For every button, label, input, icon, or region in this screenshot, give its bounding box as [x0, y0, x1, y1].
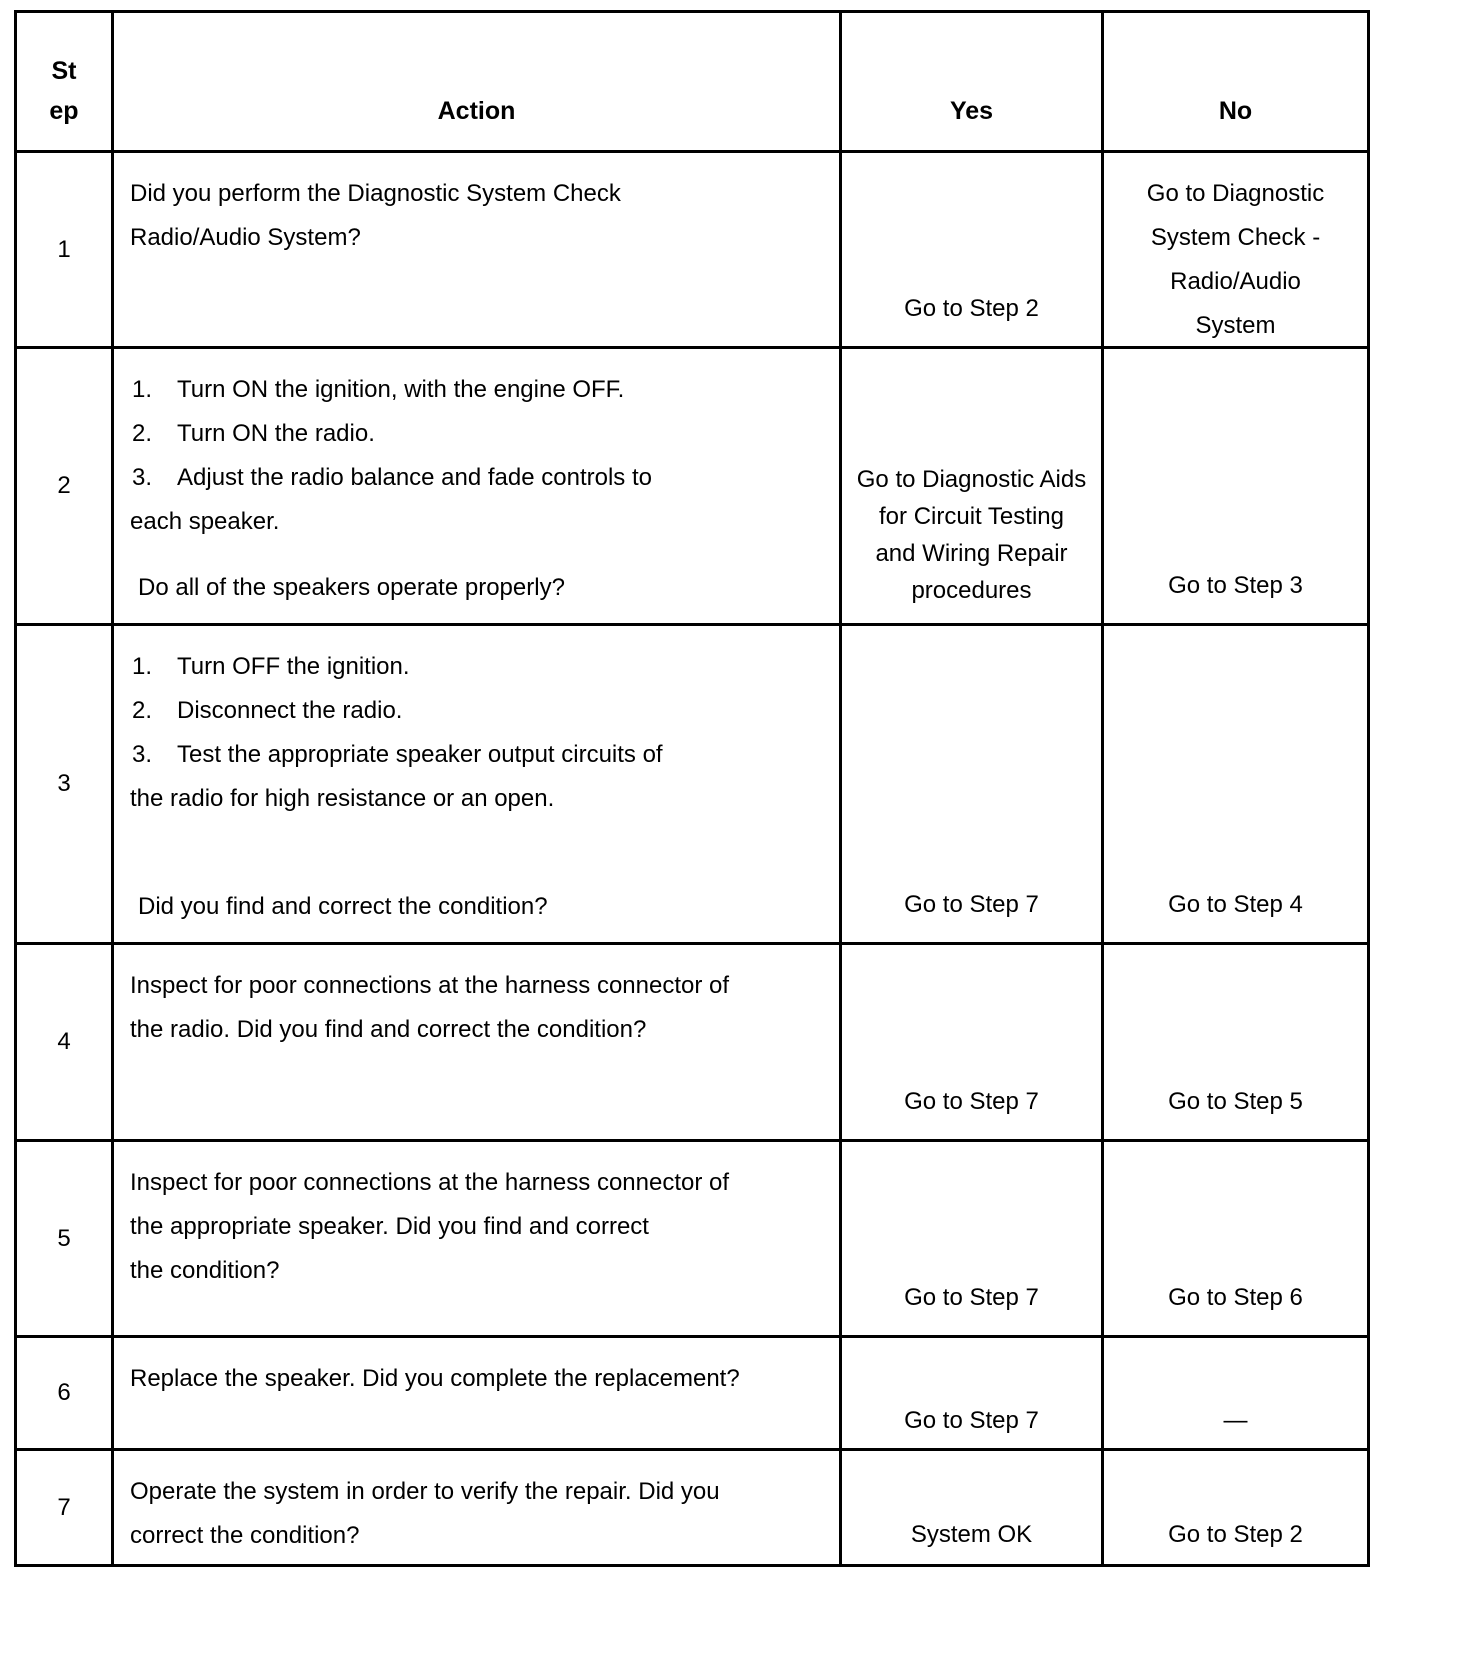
yes-outcome-line: Go to Diagnostic Aids	[856, 465, 1087, 493]
header-yes	[841, 12, 1103, 152]
action-list-item	[130, 645, 825, 689]
item-text: Turn ON the ignition, with the engine OFF.	[177, 375, 625, 403]
yes-outcome: Go to Step 2	[904, 294, 1039, 322]
yes-outcome: System OK	[910, 1520, 1033, 1548]
item-text: Turn OFF the ignition.	[177, 652, 410, 680]
no-outcome: Go to Step 5	[1168, 1087, 1303, 1115]
action-cell	[113, 1450, 841, 1566]
item-number: 1.	[132, 652, 153, 680]
step-number: 7	[57, 1493, 71, 1521]
item-number: 3.	[132, 740, 153, 768]
yes-cell	[841, 152, 1103, 348]
no-outcome: Go to Step 4	[1168, 890, 1303, 918]
item-number: 1.	[132, 375, 153, 403]
item-number: 2.	[132, 696, 153, 724]
yes-cell	[841, 944, 1103, 1141]
step-number: 1	[57, 235, 71, 263]
header-yes-label: Yes	[949, 96, 994, 125]
action-cell	[113, 625, 841, 944]
header-no-label: No	[1218, 96, 1253, 125]
no-cell	[1103, 625, 1369, 944]
yes-outcome-line: for Circuit Testing	[879, 502, 1064, 530]
header-action	[113, 12, 841, 152]
yes-outcome: Go to Step 7	[904, 890, 1039, 918]
no-outcome-line: System	[1195, 311, 1276, 339]
yes-cell	[841, 625, 1103, 944]
action-question: Did you find and correct the condition?	[138, 892, 548, 920]
yes-outcome: Go to Step 7	[904, 1406, 1039, 1434]
step-cell	[16, 348, 113, 625]
header-step-line2: ep	[49, 96, 79, 125]
diagnostic-table	[14, 10, 1370, 1567]
action-line: Inspect for poor connections at the harness connector of	[130, 1168, 730, 1196]
action-continuation: each speaker.	[130, 507, 280, 535]
header-row	[16, 12, 1369, 152]
table-row	[16, 1450, 1369, 1566]
no-outcome-line: Radio/Audio	[1170, 267, 1301, 295]
step-cell	[16, 1450, 113, 1566]
header-no	[1103, 12, 1369, 152]
table-row	[16, 625, 1369, 944]
no-cell	[1103, 944, 1369, 1141]
step-cell	[16, 1337, 113, 1450]
yes-outcome: Go to Step 7	[904, 1087, 1039, 1115]
table-row	[16, 1141, 1369, 1337]
item-text: Adjust the radio balance and fade controls to	[177, 463, 652, 491]
action-cell	[113, 152, 841, 348]
header-action-label: Action	[437, 96, 516, 125]
action-cell	[113, 348, 841, 625]
action-line: the appropriate speaker. Did you find and correct	[130, 1212, 649, 1240]
no-outcome: Go to Step 2	[1168, 1520, 1303, 1548]
step-number: 5	[57, 1224, 71, 1252]
action-line: the radio. Did you find and correct the condition?	[130, 1015, 647, 1043]
item-text: Test the appropriate speaker output circuits of	[177, 740, 663, 768]
action-cell	[113, 1337, 841, 1450]
step-cell	[16, 625, 113, 944]
item-number: 3.	[132, 463, 153, 491]
no-cell	[1103, 152, 1369, 348]
step-cell	[16, 944, 113, 1141]
action-list-item	[130, 368, 825, 412]
action-list-item	[130, 689, 825, 733]
no-outcome: Go to Step 6	[1168, 1283, 1303, 1311]
no-outcome: Go to Step 3	[1168, 571, 1303, 599]
header-step	[16, 12, 113, 152]
no-cell	[1103, 1141, 1369, 1337]
no-cell	[1103, 348, 1369, 625]
yes-outcome-line: and Wiring Repair	[875, 539, 1068, 567]
table-row	[16, 348, 1369, 625]
no-outcome-line: System Check -	[1150, 223, 1321, 251]
yes-cell	[841, 1141, 1103, 1337]
step-cell	[16, 152, 113, 348]
action-continuation: the radio for high resistance or an open.	[130, 784, 555, 812]
action-cell	[113, 944, 841, 1141]
yes-outcome: Go to Step 7	[904, 1283, 1039, 1311]
step-number: 2	[57, 472, 71, 499]
action-line: correct the condition?	[130, 1521, 360, 1549]
step-number: 3	[57, 770, 71, 797]
action-line: Replace the speaker. Did you complete the replacement?	[130, 1364, 740, 1392]
action-cell	[113, 1141, 841, 1337]
no-outcome: —	[1223, 1406, 1248, 1434]
yes-cell	[841, 348, 1103, 625]
action-list-item	[130, 412, 825, 456]
action-line: Did you perform the Diagnostic System Check	[130, 179, 621, 207]
item-text: Disconnect the radio.	[177, 696, 403, 724]
no-outcome-line: Go to Diagnostic	[1146, 179, 1325, 207]
step-number: 6	[57, 1379, 71, 1406]
action-list-item	[130, 733, 825, 777]
action-list-item	[130, 456, 825, 500]
action-line: Inspect for poor connections at the harness connector of	[130, 971, 730, 999]
yes-outcome-line: procedures	[911, 576, 1032, 604]
no-cell	[1103, 1450, 1369, 1566]
action-line: Operate the system in order to verify the repair. Did you	[130, 1477, 720, 1505]
item-text: Turn ON the radio.	[177, 419, 375, 447]
item-number: 2.	[132, 419, 153, 447]
step-cell	[16, 1141, 113, 1337]
action-line: the condition?	[130, 1256, 280, 1284]
table-row	[16, 944, 1369, 1141]
header-step-line1: St	[51, 56, 77, 85]
action-question: Do all of the speakers operate properly?	[138, 573, 565, 601]
table-row	[16, 1337, 1369, 1450]
table-row	[16, 152, 1369, 348]
yes-cell	[841, 1450, 1103, 1566]
no-cell	[1103, 1337, 1369, 1450]
step-number: 4	[57, 1028, 71, 1055]
yes-cell	[841, 1337, 1103, 1450]
action-line: Radio/Audio System?	[130, 223, 361, 251]
